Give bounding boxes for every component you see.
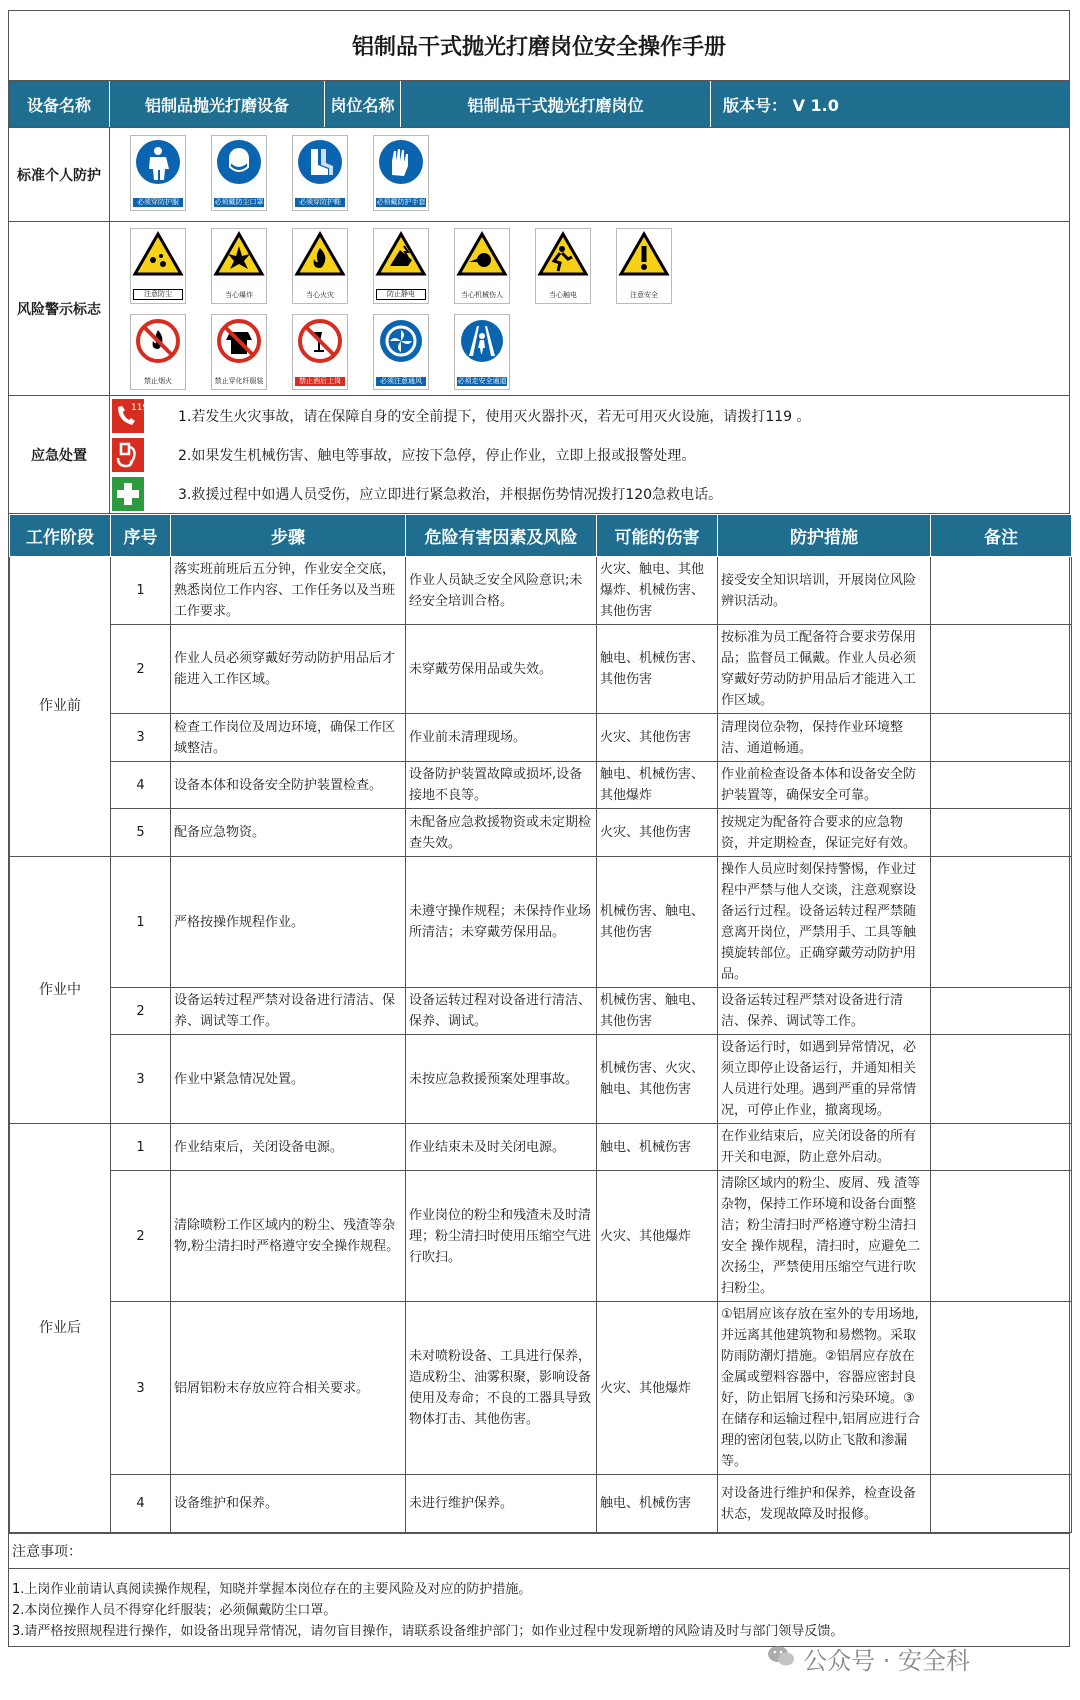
note-item: 1.上岗作业前请认真阅读操作规程，知晓并掌握本岗位存在的主要风险及对应的防护措施。: [12, 1582, 532, 1597]
emergency-label: 应急处置: [9, 396, 110, 513]
protective-suit-icon: [130, 135, 186, 211]
ppe-label: 标准个人防护: [9, 128, 110, 221]
hazard-cell: 设备运转过程对设备进行清洁、保养、调试。: [406, 988, 597, 1035]
explosion-warning-icon: [211, 228, 267, 304]
row-number: 4: [111, 762, 171, 809]
sign-caption: 当心机械伤人: [461, 291, 503, 299]
sign-caption: 注意安全: [630, 291, 658, 299]
note-cell: [931, 625, 1072, 714]
stage-cell: 作业中: [10, 857, 111, 1124]
note-cell: [931, 857, 1072, 988]
harm-cell: 火灾、其他伤害: [597, 714, 718, 762]
harm-cell: 触电、机械伤害、其他爆炸: [597, 762, 718, 809]
hazard-cell: 作业结束未及时关闭电源。: [406, 1124, 597, 1171]
safety-boots-icon: [292, 135, 348, 211]
emergency-text: 3.救援过程中如遇人员受伤，应立即进行紧急救治，并根据伤势情况拨打120急救电话。: [178, 486, 723, 503]
measure-cell: 对设备进行维护和保养，检查设备状态，发现故障及时报修。: [718, 1475, 931, 1533]
step-cell: 严格按操作规程作业。: [171, 857, 406, 988]
harm-cell: 火灾、其他伤害: [597, 809, 718, 857]
measure-cell: 接受安全知识培训，开展岗位风险辨识活动。: [718, 557, 931, 625]
note-cell: [931, 1302, 1072, 1475]
col-measure: 防护措施: [718, 515, 931, 557]
watermark-text: 公众号 · 安全科: [803, 1647, 970, 1675]
sign-caption: 必须穿防护鞋: [295, 198, 345, 207]
measure-cell: 清除区域内的粉尘、废屑、残 渣等杂物，保持工作环境和设备台面整洁；粉尘清扫时严格遵守粉尘清扫安全 操作规程，清扫时，应避免二次扬尘，严禁使用压缩空气进行吹扫粉尘。: [718, 1171, 931, 1302]
notes-label: 注意事项：: [9, 1533, 1069, 1569]
note-cell: [931, 988, 1072, 1035]
col-stage: 工作阶段: [10, 515, 111, 557]
table-row: [10, 557, 1072, 625]
harm-cell: 火灾、触电、其他爆炸、机械伤害、其他伤害: [597, 557, 718, 625]
table-row: [10, 857, 1072, 988]
sign-caption: 禁止酒后上岗: [295, 377, 345, 386]
hazard-cell: 未对喷粉设备、工具进行保养，造成粉尘、油雾积聚，影响设备使用及寿命；不良的工器具导致物体打击、其他伤害。: [406, 1302, 597, 1475]
note-item: 3.请严格按照规程进行操作，如设备出现异常情况，请勿盲目操作，请联系设备维护部门；如作业过程中发现新增的风险请及时与部门领导反馈。: [12, 1624, 844, 1639]
step-cell: 清除喷粉工作区域内的粉尘、残渣等杂物,粉尘清扫时严格遵守安全操作规程。: [171, 1171, 406, 1302]
table-row: [10, 1035, 1072, 1124]
hazard-cell: 设备防护装置故障或损坏,设备接地不良等。: [406, 762, 597, 809]
sign-caption: 禁止烟火: [144, 377, 172, 385]
hazard-cell: 作业前未清理现场。: [406, 714, 597, 762]
hazard-table: [9, 514, 1072, 1533]
sign-caption: 禁止穿化纤服装: [214, 377, 264, 385]
page-title: 铝制品干式抛光打磨岗位安全操作手册: [9, 11, 1069, 81]
harm-cell: 火灾、其他爆炸: [597, 1171, 718, 1302]
sign-caption: 防止静电: [376, 289, 426, 300]
sign-caption: 当心火灾: [306, 291, 334, 299]
phone-119-badge: 119: [131, 402, 149, 413]
note-cell: [931, 1035, 1072, 1124]
note-cell: [931, 1171, 1072, 1302]
table-row: [10, 1171, 1072, 1302]
info-header-row: [9, 81, 1069, 128]
measure-cell: 设备运行时，如遇到异常情况，必须立即停止设备运行，并通知相关人员进行处理。遇到严重的异常情况，可停止作业，撤离现场。: [718, 1035, 931, 1124]
notes-list: [9, 1569, 1069, 1646]
hazard-cell: 未进行维护保养。: [406, 1475, 597, 1533]
warning-sign-row-1: [120, 228, 1059, 308]
row-number: 1: [111, 557, 171, 625]
harm-cell: 触电、机械伤害: [597, 1475, 718, 1533]
hazard-cell: 未按应急救援预案处理事故。: [406, 1035, 597, 1124]
note-cell: [931, 1475, 1072, 1533]
hazard-cell: 未配备应急救援物资或未定期检查失效。: [406, 809, 597, 857]
sign-caption: 必须注意通风: [376, 377, 426, 386]
note-item: 2.本岗位操作人员不得穿化纤服装；必须佩戴防尘口罩。: [12, 1603, 337, 1618]
sign-caption: 必须戴防尘口罩: [214, 198, 264, 206]
post-value: 铝制品干式抛光打磨岗位: [401, 81, 711, 127]
col-no: 序号: [111, 515, 171, 557]
step-cell: 作业中紧急情况处置。: [171, 1035, 406, 1124]
sign-caption: 必须穿防护服: [133, 198, 183, 207]
table-row: [10, 809, 1072, 857]
measure-cell: 清理岗位杂物，保持作业环境整洁、通道畅通。: [718, 714, 931, 762]
walkway-icon: [454, 314, 510, 390]
table-row: [10, 1475, 1072, 1533]
step-cell: 检查工作岗位及周边环境，确保工作区域整洁。: [171, 714, 406, 762]
electric-shock-icon: [535, 228, 591, 304]
measure-cell: 在作业结束后，应关闭设备的所有开关和电源，防止意外启动。: [718, 1124, 931, 1171]
note-cell: [931, 557, 1072, 625]
sign-caption: 必须走安全通道: [457, 377, 507, 385]
hazard-cell: 未穿戴劳保用品或失效。: [406, 625, 597, 714]
table-row: [10, 762, 1072, 809]
step-cell: 作业人员必须穿戴好劳动防护用品后才能进入工作区域。: [171, 625, 406, 714]
note-cell: [931, 1124, 1072, 1171]
emergency-item: [112, 474, 1069, 513]
harm-cell: 机械伤害、触电、其他伤害: [597, 857, 718, 988]
device-label: 设备名称: [9, 81, 110, 127]
step-cell: 设备本体和设备安全防护装置检查。: [171, 762, 406, 809]
stage-cell: 作业后: [10, 1124, 111, 1533]
table-row: [10, 714, 1072, 762]
measure-cell: 按规定为配备符合要求的应急物资，并定期检查，保证完好有效。: [718, 809, 931, 857]
stage-cell: 作业前: [10, 557, 111, 857]
phone-119-icon: [112, 399, 149, 433]
measure-cell: 作业前检查设备本体和设备安全防护装置等，确保安全可靠。: [718, 762, 931, 809]
sign-caption: 当心爆炸: [225, 291, 253, 299]
row-number: 1: [111, 1124, 171, 1171]
note-cell: [931, 762, 1072, 809]
harm-cell: 触电、机械伤害: [597, 1124, 718, 1171]
version-label: 版本号： V 1.0: [723, 95, 839, 115]
harm-cell: 机械伤害、触电、其他伤害: [597, 988, 718, 1035]
row-number: 5: [111, 809, 171, 857]
step-cell: 设备运转过程严禁对设备进行清洁、保养、调试等工作。: [171, 988, 406, 1035]
row-number: 4: [111, 1475, 171, 1533]
row-number: 2: [111, 625, 171, 714]
row-number: 2: [111, 988, 171, 1035]
row-number: 1: [111, 857, 171, 988]
col-harm: 可能的伤害: [597, 515, 718, 557]
fire-alarm-icon: [112, 438, 144, 472]
step-cell: 作业结束后，关闭设备电源。: [171, 1124, 406, 1171]
sign-caption: 必须戴防护手套: [376, 198, 426, 206]
emergency-item: [112, 435, 1069, 474]
col-note: 备注: [931, 515, 1072, 557]
static-warning-icon: [373, 228, 429, 304]
col-hazard: 危险有害因素及风险: [406, 515, 597, 557]
table-header-row: [10, 515, 1072, 557]
ventilation-icon: [373, 314, 429, 390]
table-row: [10, 1302, 1072, 1475]
gloves-icon: [373, 135, 429, 211]
warnings-label: 风险警示标志: [9, 222, 110, 395]
emergency-text: 2.如果发生机械伤害、触电等事故，应按下急停，停止作业，立即上报或报警处理。: [178, 447, 696, 464]
step-cell: 铝屑铝粉末存放应符合相关要求。: [171, 1302, 406, 1475]
caution-icon: [616, 228, 672, 304]
no-fiber-clothes-icon: [211, 314, 267, 390]
no-fire-icon: [130, 314, 186, 390]
harm-cell: 机械伤害、火灾、触电、其他伤害: [597, 1035, 718, 1124]
hazard-cell: 作业岗位的粉尘和残渣未及时清理；粉尘清扫时使用压缩空气进行吹扫。: [406, 1171, 597, 1302]
dust-mask-icon: [211, 135, 267, 211]
table-row: [10, 988, 1072, 1035]
post-label: 岗位名称: [325, 81, 401, 127]
hazard-cell: 未遵守操作规程；未保持作业场所清洁；未穿戴劳保用品。: [406, 857, 597, 988]
row-number: 3: [111, 714, 171, 762]
note-cell: [931, 714, 1072, 762]
harm-cell: 火灾、其他爆炸: [597, 1302, 718, 1475]
table-row: [10, 1124, 1072, 1171]
step-cell: 设备维护和保养。: [171, 1475, 406, 1533]
row-number: 3: [111, 1035, 171, 1124]
sign-caption: 注意防尘: [133, 289, 183, 300]
wechat-icon: [767, 1644, 795, 1674]
warning-sign-row-2: [120, 314, 1059, 394]
table-row: [10, 625, 1072, 714]
safety-manual-sheet: [8, 10, 1070, 1647]
emergency-item: [112, 396, 1069, 435]
dust-warning-icon: [130, 228, 186, 304]
measure-cell: 设备运转过程严禁对设备进行清洁、保养、调试等工作。: [718, 988, 931, 1035]
device-value: 铝制品抛光打磨设备: [110, 81, 325, 127]
no-drinking-icon: [292, 314, 348, 390]
harm-cell: 触电、机械伤害、其他伤害: [597, 625, 718, 714]
warning-signs-band: [9, 222, 1069, 396]
col-step: 步骤: [171, 515, 406, 557]
measure-cell: ①铝屑应该存放在室外的专用场地,并远离其他建筑物和易燃物。采取防雨防潮灯措施。②铝屑应存放在金属或塑料容器中，容器应密封良好，防止铝屑飞扬和污染环境。③在储存和运输过程中,铝屑应进行合理的密闭包装,以防止飞散和渗漏等。: [718, 1302, 931, 1475]
sign-caption: 当心触电: [549, 291, 577, 299]
row-number: 2: [111, 1171, 171, 1302]
emergency-text: 1.若发生火灾事故，请在保障自身的安全前提下，使用灭火器扑灭，若无可用灭火设施，请拨打119 。: [178, 408, 811, 425]
hazard-cell: 作业人员缺乏安全风险意识;未经安全培训合格。: [406, 557, 597, 625]
first-aid-icon: [112, 477, 144, 511]
ppe-band: [9, 128, 1069, 222]
watermark: [767, 1641, 970, 1676]
step-cell: 落实班前班后五分钟，作业安全交底，熟悉岗位工作内容、工作任务以及当班工作要求。: [171, 557, 406, 625]
measure-cell: 按标准为员工配备符合要求劳保用品；监督员工佩戴。作业人员必须穿戴好劳动防护用品后才能进入工作区域。: [718, 625, 931, 714]
measure-cell: 操作人员应时刻保持警惕，作业过程中严禁与他人交谈，注意观察设备运行过程。设备运转过程严禁随意离开岗位，严禁用手、工具等触摸旋转部位。正确穿戴劳动防护用品。: [718, 857, 931, 988]
note-cell: [931, 809, 1072, 857]
fire-warning-icon: [292, 228, 348, 304]
row-number: 3: [111, 1302, 171, 1475]
machine-injury-icon: [454, 228, 510, 304]
step-cell: 配备应急物资。: [171, 809, 406, 857]
ppe-sign-row: [120, 135, 1059, 215]
emergency-band: [9, 396, 1069, 514]
